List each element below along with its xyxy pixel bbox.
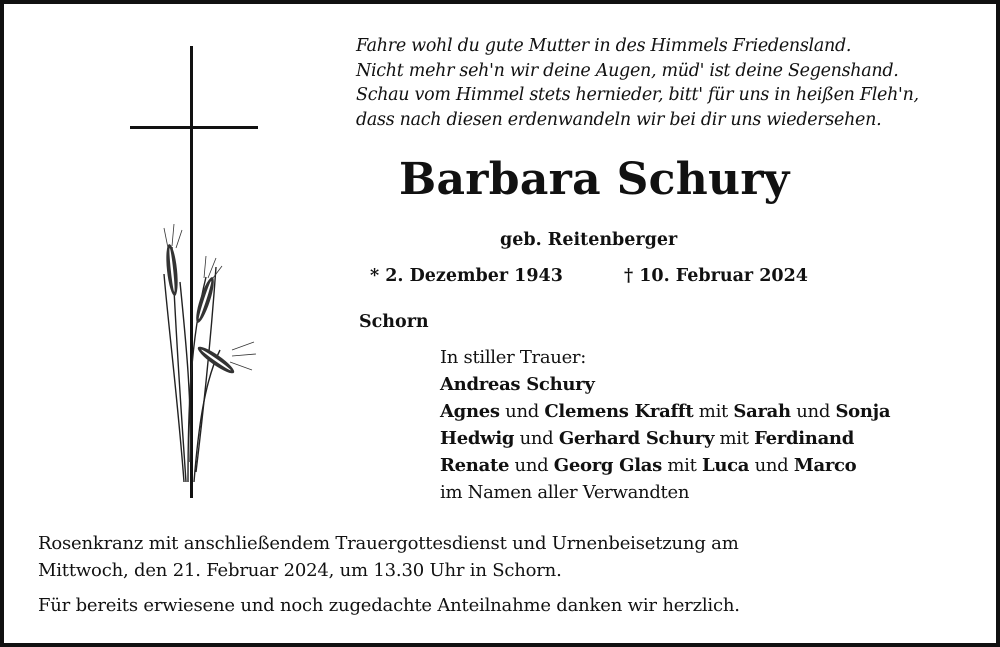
poem-line: Nicht mehr seh'n wir deine Augen, müd' ist deine Segenshand. xyxy=(356,60,899,81)
mourner-line xyxy=(440,425,890,452)
mourners-outro: im Namen aller Verwandten xyxy=(440,482,690,503)
memorial-poem xyxy=(356,34,976,132)
mourner-name: Hedwig xyxy=(440,428,515,449)
service-line: Rosenkranz mit anschließendem Trauergottesdienst und Urnenbeisetzung am xyxy=(38,533,739,554)
service-line: Mittwoch, den 21. Februar 2024, um 13.30 Uhr in Schorn. xyxy=(38,560,562,581)
mourner-line xyxy=(440,398,890,425)
connector-text: mit xyxy=(714,428,755,449)
thanks-note: Für bereits erwiesene und noch zugedachte Anteilnahme danken wir herzlich. xyxy=(38,595,740,616)
mourner-name: Gerhard Schury xyxy=(558,428,715,449)
mourners-intro: In stiller Trauer: xyxy=(440,347,587,368)
mourner-name: Marco xyxy=(793,455,857,476)
birth-date: * 2. Dezember 1943 xyxy=(370,266,563,286)
mourner-name: Renate xyxy=(440,455,510,476)
mourner-name: Ferdinand xyxy=(754,428,855,449)
connector-text: und xyxy=(509,455,554,476)
place-of-residence: Schorn xyxy=(359,312,429,332)
mourner-line xyxy=(440,371,890,398)
connector-text: und xyxy=(790,401,836,422)
mourner-name: Andreas Schury xyxy=(440,374,595,395)
connector-text: mit xyxy=(661,455,702,476)
connector-text: und xyxy=(749,455,794,476)
funeral-service-info xyxy=(38,530,978,584)
deceased-name: Barbara Schury xyxy=(399,154,790,205)
poem-line: Fahre wohl du gute Mutter in des Himmels Friedensland. xyxy=(356,36,852,56)
mourner-name: Luca xyxy=(702,455,750,476)
poem-line: Schau vom Himmel stets hernieder, bitt' für uns in heißen Fleh'n, xyxy=(356,85,919,105)
mourner-name: Agnes xyxy=(440,401,500,422)
mourner-name: Clemens Krafft xyxy=(544,401,694,422)
connector-text: und xyxy=(499,401,545,422)
death-date: † 10. Februar 2024 xyxy=(624,266,808,286)
maiden-name: geb. Reitenberger xyxy=(500,230,678,250)
mourner-name: Sonja xyxy=(835,401,891,422)
connector-text: und xyxy=(514,428,559,449)
poem-line: dass nach diesen erdenwandeln wir bei dir uns wiedersehen. xyxy=(356,109,882,130)
mourner-line xyxy=(440,452,890,479)
mourner-name: Georg Glas xyxy=(553,455,662,476)
mourner-name: Sarah xyxy=(733,401,791,422)
connector-text: mit xyxy=(693,401,734,422)
mourners-list xyxy=(440,344,890,506)
cross-with-wheat-icon xyxy=(124,42,274,502)
